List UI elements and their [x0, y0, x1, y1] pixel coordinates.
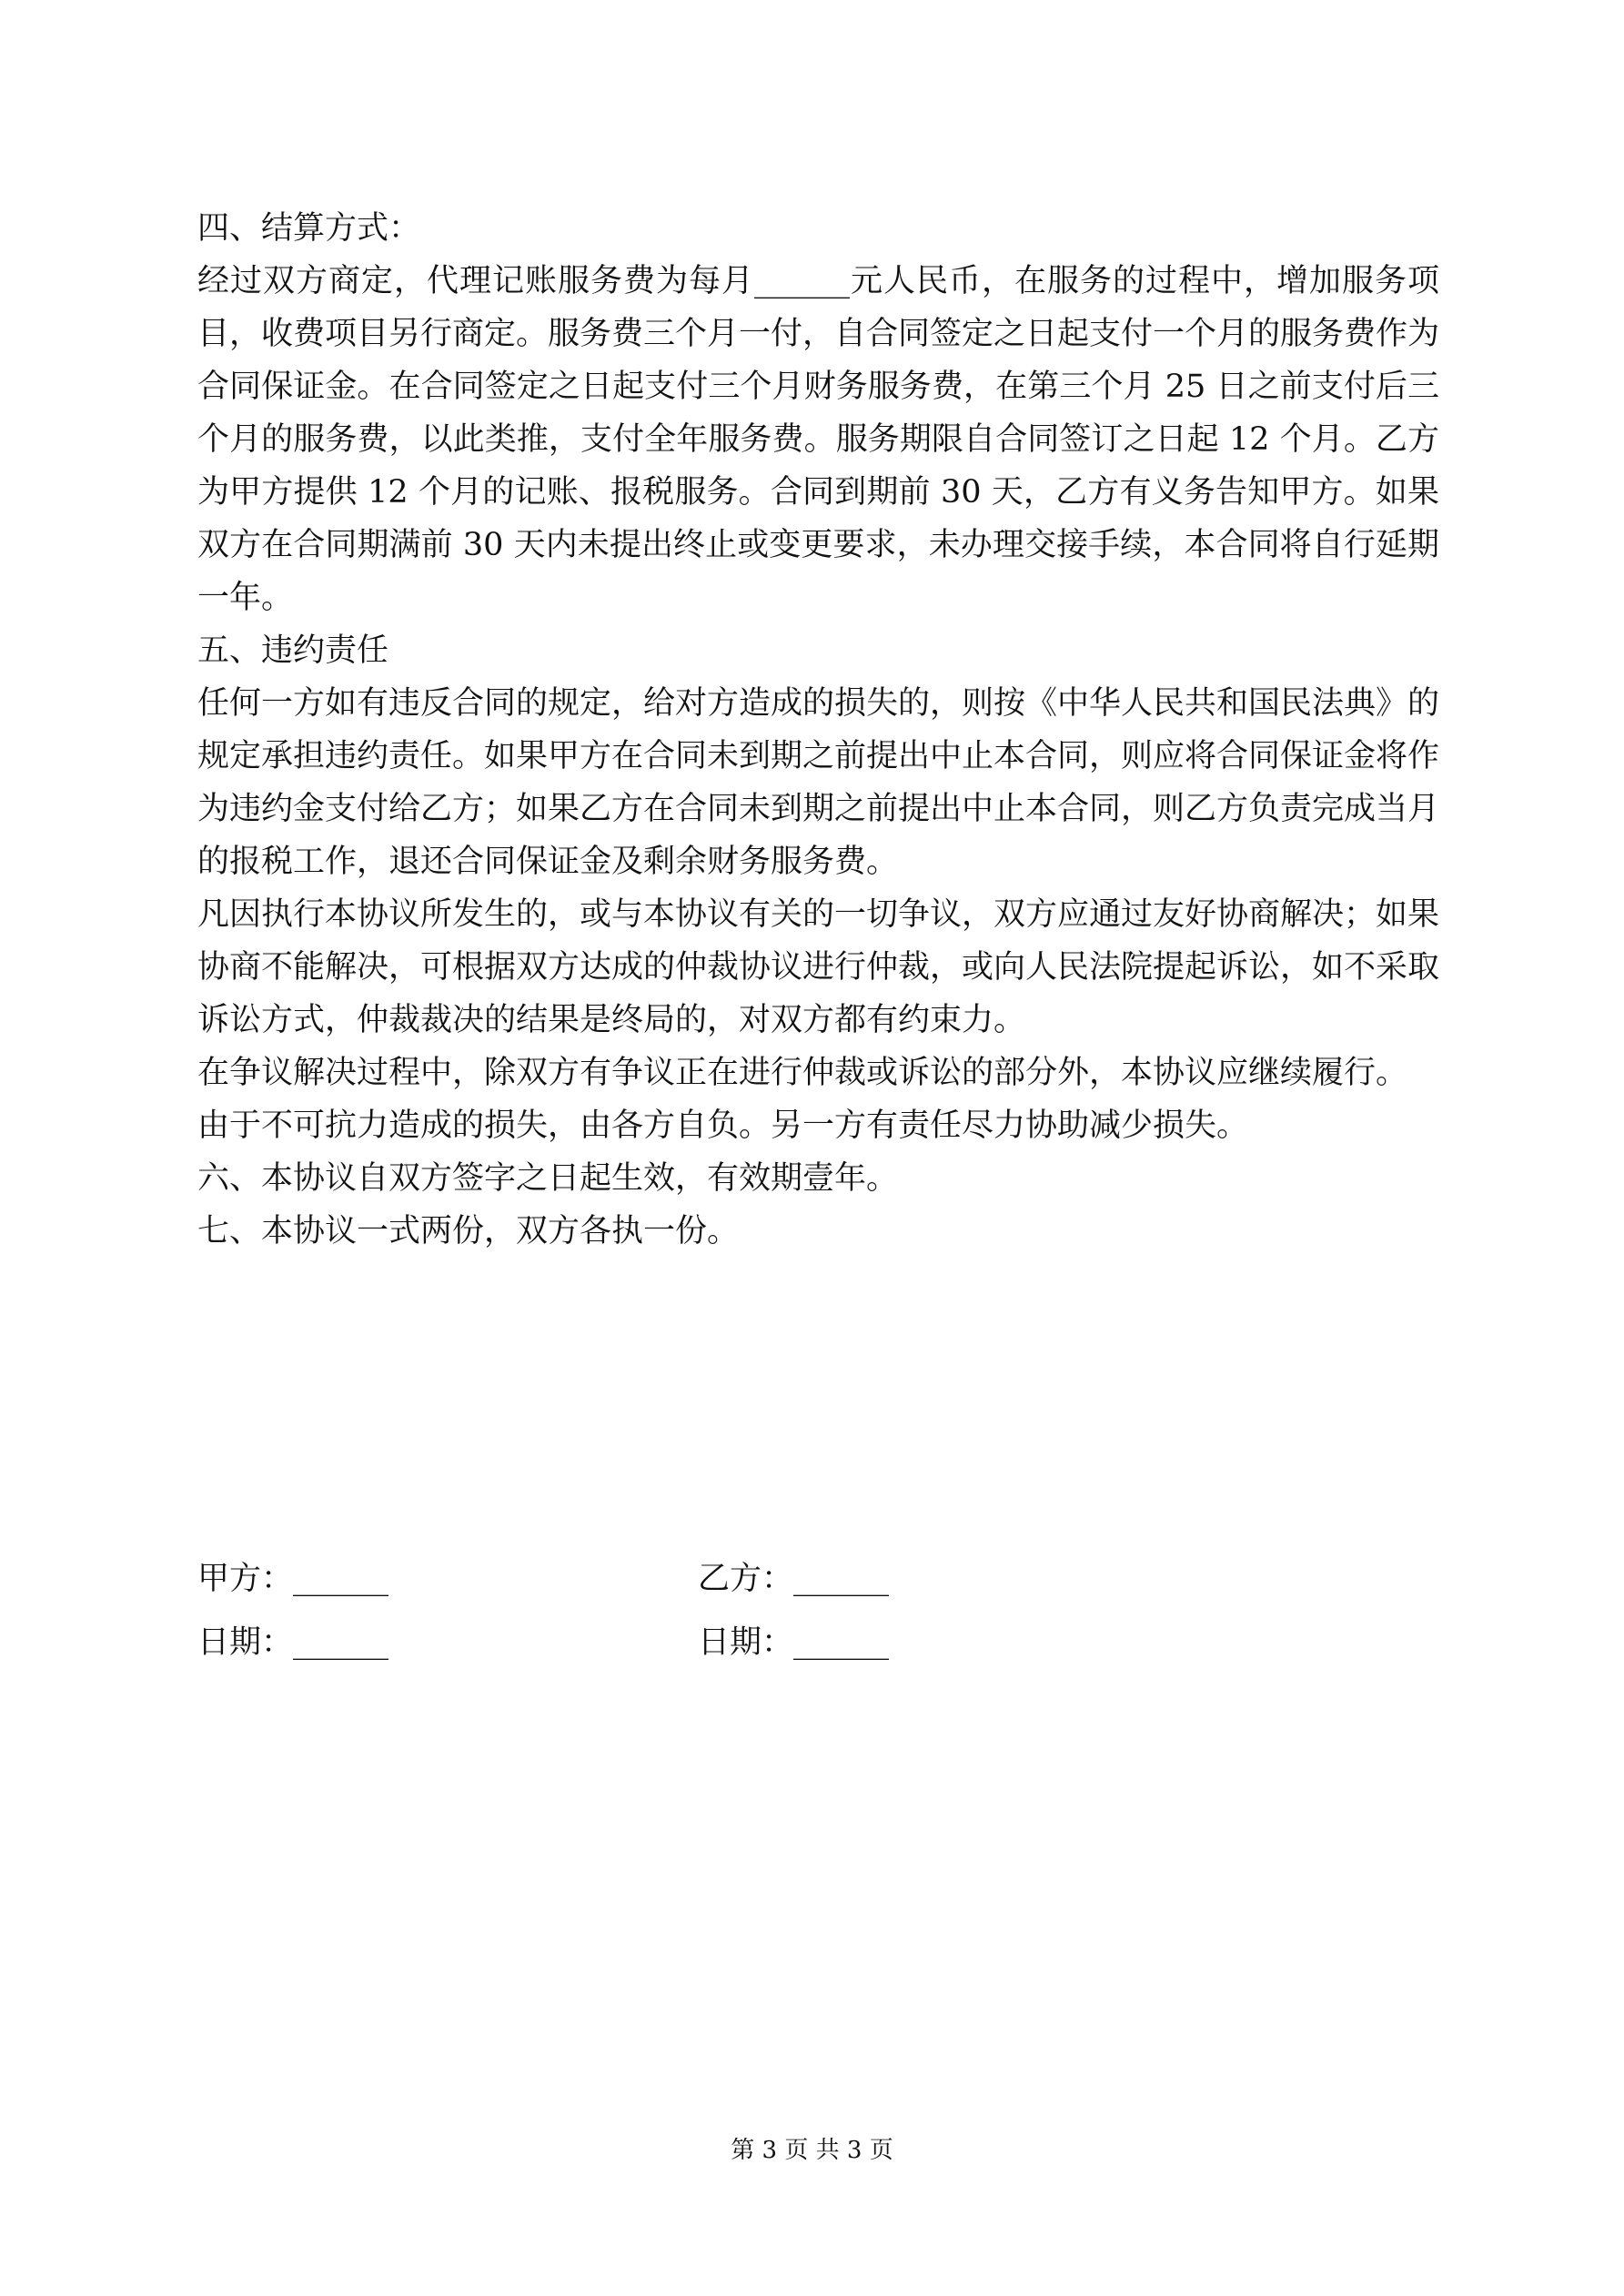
- party-a-date: 日期：______: [197, 1624, 389, 1661]
- signature-block: [197, 1547, 1198, 1674]
- party-b-date: 日期：______: [698, 1624, 890, 1661]
- contract-body: [197, 202, 1439, 1258]
- dispute-paragraph: 凡因执行本协议所发生的，或与本协议有关的一切争议，双方应通过友好协商解决；如果协商不能解决，可根据双方达成的仲裁协议进行仲裁，或向人民法院提起诉讼，如不采取诉讼方式，仲裁裁决的结果是终局的，对双方都有约束力。: [197, 896, 1440, 1038]
- party-a-signature: 甲方：______: [197, 1561, 389, 1597]
- signature-row-parties: [197, 1547, 1198, 1611]
- page-number-footer: 第 3 页 共 3 页: [731, 2137, 893, 2164]
- section-five-heading: 五、违约责任: [197, 632, 389, 669]
- section-six-clause: 六、本协议自双方签字之日起生效，有效期壹年。: [197, 1160, 899, 1197]
- force-majeure-paragraph: 由于不可抗力造成的损失，由各方自负。另一方有责任尽力协助减少损失。: [197, 1108, 1249, 1144]
- section-four-heading: 四、结算方式：: [197, 210, 421, 247]
- settlement-paragraph: 经过双方商定，代理记账服务费为每月______元人民币，在服务的过程中，增加服务项目，收费项目另行商定。服务费三个月一付，自合同签定之日起支付一个月的服务费作为合同保证金。在合同签定之日起支付三个月财务服务费，在第三个月 25 日之前支付后三个月的服务费，以此类推，支付全年服务费。服务期限自合同签订之日起 12 个月。乙方为甲方提供 12 个月的记账、报税服务。合同到期前 30 天，乙方有义务告知甲方。如果双方在合同期满前 30 天内未提出终止或变更要求，未办理交接手续，本合同将自行延期一年。: [197, 263, 1440, 616]
- breach-paragraph: 任何一方如有违反合同的规定，给对方造成的损失的，则按《中华人民共和国民法典》的规定承担违约责任。如果甲方在合同未到期之前提出中止本合同，则应将合同保证金将作为违约金支付给乙方；如果乙方在合同未到期之前提出中止本合同，则乙方负责完成当月的报税工作，退还合同保证金及剩余财务服务费。: [197, 685, 1440, 880]
- section-seven-clause: 七、本协议一式两份，双方各执一份。: [197, 1213, 740, 1249]
- continued-performance-paragraph: 在争议解决过程中，除双方有争议正在进行仲裁或诉讼的部分外，本协议应继续履行。: [197, 1055, 1408, 1091]
- signature-row-dates: [197, 1611, 1198, 1674]
- party-b-signature: 乙方：______: [698, 1561, 890, 1597]
